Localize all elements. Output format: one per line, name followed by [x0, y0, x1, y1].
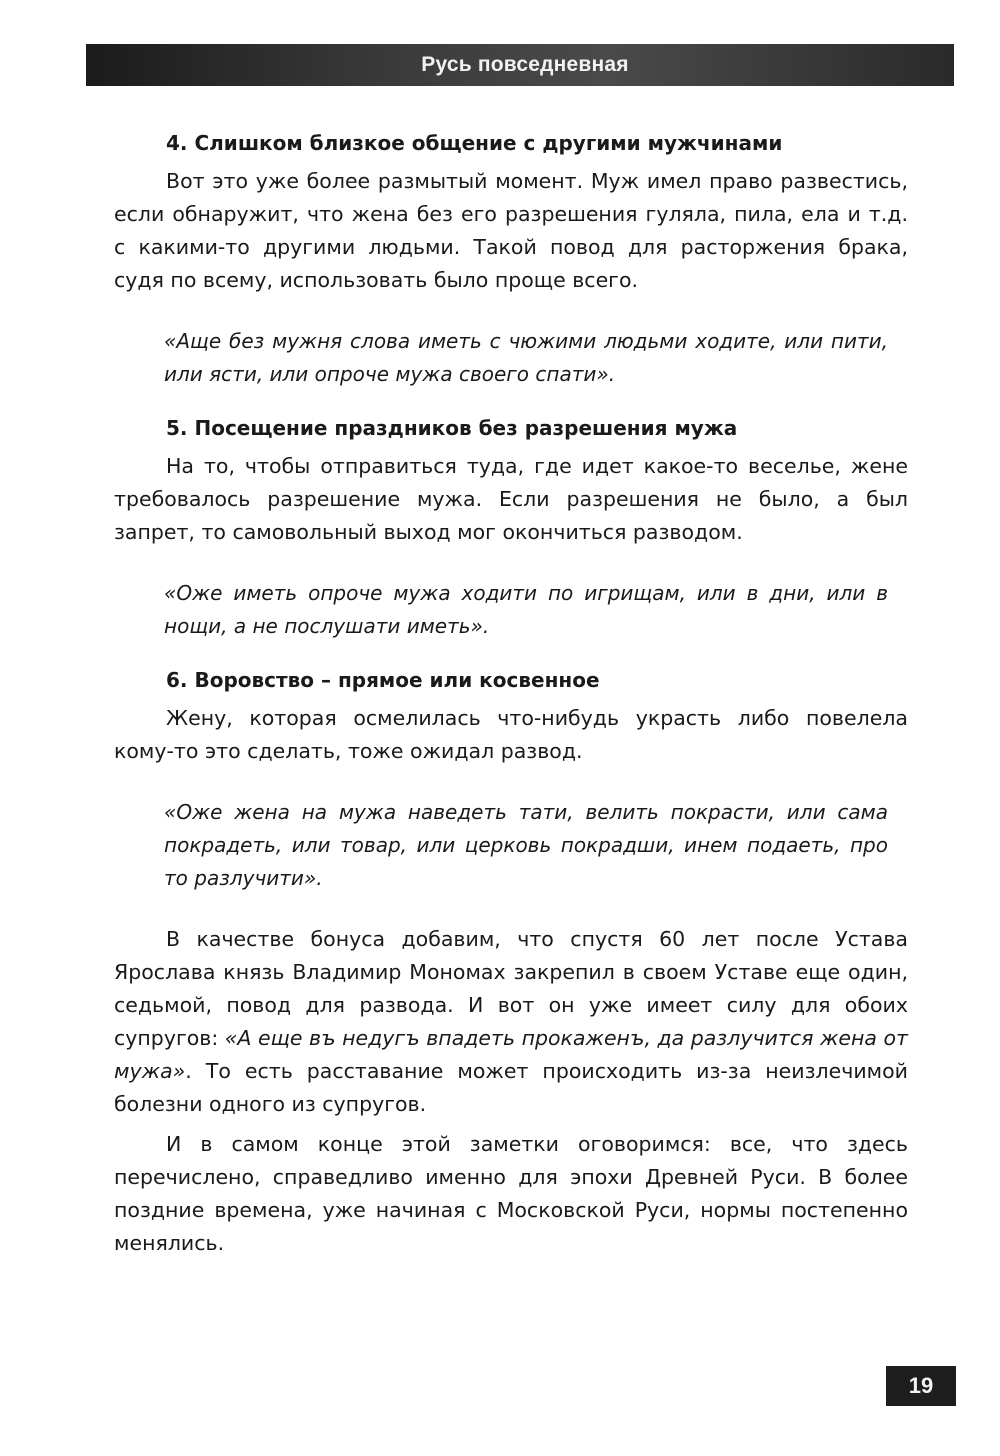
closing-text-before: В качестве бонуса добавим, что спустя 60 лет после Устава Ярослава князь Владимир Мономах закрепил в своем Уставе еще один, седьмой, повод для развода. И вот он уже имеет силу для обоих супругов:: [114, 927, 908, 1050]
header-title: Русь повседневная: [421, 53, 629, 76]
running-header: [86, 44, 954, 86]
section-5-paragraph: На то, чтобы отправиться туда, где идет какое-то веселье, жене требовалось разрешение мужа. Если разрешения не было, а был запрет, то самовольный выход мог окончиться разводом.: [114, 454, 908, 544]
section-heading-6: 6. Воровство – прямое или косвенное: [166, 668, 600, 692]
closing-paragraph-1: [114, 923, 908, 1121]
section-4-quote: «Аще без мужня слова иметь с чюжими людьми ходите, или пити, или ясти, или опроче мужа своего спати».: [164, 329, 888, 386]
section-heading-4: 4. Слишком близкое общение с другими мужчинами: [166, 131, 783, 155]
section-heading-5: 5. Посещение праздников без разрешения мужа: [166, 416, 738, 440]
page-body: [114, 128, 908, 1260]
closing-text-after: . То есть расставание может происходить из-за неизлечимой болезни одного из супругов.: [114, 1059, 908, 1116]
closing-paragraph-2: И в самом конце этой заметки оговоримся: все, что здесь перечислено, справедливо именно для эпохи Древней Руси. В более поздние времена, уже начиная с Московской Руси, нормы постепенно менялись.: [114, 1132, 908, 1255]
section-6-quote: «Оже жена на мужа наведеть тати, велить покрасти, или сама покрадеть, или товар, или церковь покрадши, инем подаеть, про то разлучити».: [164, 800, 888, 890]
section-6-paragraph: Жену, которая осмелилась что-нибудь украсть либо повелела кому-то это сделать, тоже ожидал развод.: [114, 706, 908, 763]
closing-inline-quote: «А еще въ недугъ впадеть прокаженъ, да разлучится жена от мужа»: [114, 1026, 908, 1083]
section-5-quote: «Оже иметь опроче мужа ходити по игрищам, или в дни, или в нощи, а не послушати иметь».: [164, 581, 888, 638]
page-number: 19: [886, 1366, 956, 1406]
section-4-paragraph: Вот это уже более размытый момент. Муж имел право развестись, если обнаружит, что жена без его разрешения гуляла, пила, ела и т.д. с какими-то другими людьми. Такой повод для расторжения брака, судя по всему, использовать было проще всего.: [114, 169, 908, 292]
